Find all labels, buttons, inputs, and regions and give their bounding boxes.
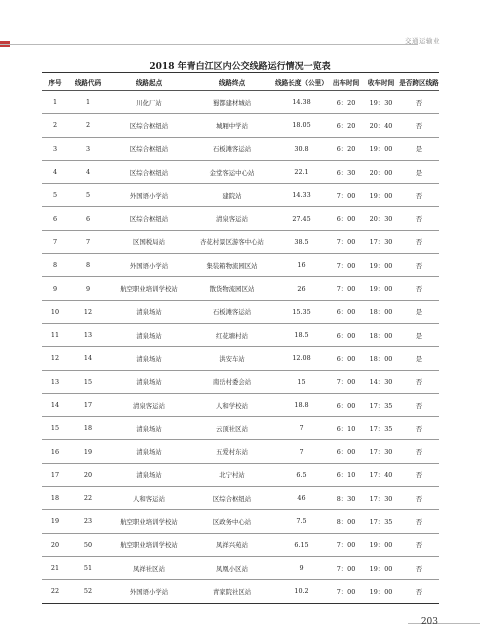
table-cell: 7：00: [329, 254, 363, 277]
table-cell: 20: [42, 533, 68, 556]
table-cell: 23: [68, 510, 108, 533]
table-cell: 航空职业培训学校站: [108, 277, 190, 300]
table-cell: 19：00: [363, 556, 399, 579]
table-cell: 青家院社区站: [190, 580, 274, 603]
table-cell: 51: [68, 556, 108, 579]
page-number: 203: [420, 617, 438, 627]
table-cell: 30.8: [274, 137, 329, 160]
table-cell: 人和学校站: [190, 393, 274, 416]
table-cell: 清泉客运站: [190, 207, 274, 230]
table-cell: 城厢中学站: [190, 114, 274, 137]
table-cell: 7: [274, 417, 329, 440]
table-cell: 7: [42, 230, 68, 253]
table-cell: 50: [68, 533, 108, 556]
table-cell: 否: [399, 370, 439, 393]
column-header: 线路长度（公里）: [274, 73, 329, 91]
table-cell: 6：00: [329, 393, 363, 416]
footer-rule: [408, 623, 480, 624]
table-cell: 20：30: [363, 207, 399, 230]
table-cell: 7: [68, 230, 108, 253]
table-cell: 红花塘村站: [190, 323, 274, 346]
table-row: [42, 370, 439, 393]
table-cell: 7：00: [329, 580, 363, 603]
table-cell: 17：40: [363, 463, 399, 486]
table-cell: 区综合枢纽站: [108, 160, 190, 183]
table-cell: 15: [274, 370, 329, 393]
table-cell: 是: [399, 347, 439, 370]
table-cell: 11: [42, 323, 68, 346]
table-cell: 12.08: [274, 347, 329, 370]
table-row: [42, 184, 439, 207]
table-cell: 6: [68, 207, 108, 230]
table-cell: 8：30: [329, 487, 363, 510]
table-row: [42, 160, 439, 183]
table-cell: 凤祥社区站: [108, 556, 190, 579]
table-cell: 8：00: [329, 510, 363, 533]
table-cell: 南岳村委会站: [190, 370, 274, 393]
table-row: [42, 207, 439, 230]
table-cell: 9: [274, 556, 329, 579]
table-cell: 6：20: [329, 137, 363, 160]
table-cell: 7：00: [329, 184, 363, 207]
table-cell: 建院站: [190, 184, 274, 207]
table-cell: 6.15: [274, 533, 329, 556]
table-cell: 人和客运站: [108, 487, 190, 510]
table-cell: 否: [399, 184, 439, 207]
header-row: [42, 73, 439, 91]
table-cell: 否: [399, 463, 439, 486]
table-row: [42, 323, 439, 346]
table-row: [42, 417, 439, 440]
table-cell: 7：00: [329, 533, 363, 556]
table-cell: 6：00: [329, 207, 363, 230]
table-cell: 9: [42, 277, 68, 300]
table-cell: 8: [42, 254, 68, 277]
table-cell: 10.2: [274, 580, 329, 603]
table-cell: 6: [42, 207, 68, 230]
table-cell: 否: [399, 230, 439, 253]
table-cell: 区政务中心站: [190, 510, 274, 533]
table-cell: 航空职业培训学校站: [108, 533, 190, 556]
table-cell: 17：35: [363, 417, 399, 440]
table-cell: 清泉场站: [108, 440, 190, 463]
table-cell: 7：00: [329, 556, 363, 579]
column-header: 线路代码: [68, 73, 108, 91]
table-cell: 否: [399, 277, 439, 300]
table-cell: 区综合枢纽站: [108, 207, 190, 230]
table-row: [42, 137, 439, 160]
table-cell: 6：00: [329, 440, 363, 463]
table-cell: 18：00: [363, 347, 399, 370]
table-cell: 云顶社区站: [190, 417, 274, 440]
table-row: [42, 556, 439, 579]
table-cell: 19：00: [363, 137, 399, 160]
table-cell: 17：30: [363, 230, 399, 253]
table-cell: 否: [399, 487, 439, 510]
table-title: 2018 年青白江区内公交线路运行情况一览表: [149, 62, 331, 72]
table-cell: 否: [399, 533, 439, 556]
table-row: [42, 463, 439, 486]
table-cell: 否: [399, 114, 439, 137]
table-cell: 12: [42, 347, 68, 370]
table-cell: 38.5: [274, 230, 329, 253]
table-cell: 18: [42, 487, 68, 510]
table-cell: 19：30: [363, 91, 399, 114]
table-cell: 15: [42, 417, 68, 440]
table-row: [42, 440, 439, 463]
table-cell: 6：20: [329, 91, 363, 114]
table-cell: 46: [274, 487, 329, 510]
table-cell: 五爱村东站: [190, 440, 274, 463]
table-cell: 14：30: [363, 370, 399, 393]
table-cell: 凤祥兴苑站: [190, 533, 274, 556]
table-row: [42, 114, 439, 137]
table-cell: 7：00: [329, 370, 363, 393]
table-cell: 否: [399, 207, 439, 230]
table-row: [42, 230, 439, 253]
table-cell: 21: [42, 556, 68, 579]
table-cell: 6：00: [329, 300, 363, 323]
table-cell: 清泉场站: [108, 323, 190, 346]
table-cell: 2: [68, 114, 108, 137]
table-row: [42, 580, 439, 603]
table-cell: 6：10: [329, 463, 363, 486]
table-cell: 27.45: [274, 207, 329, 230]
table-cell: 17: [42, 463, 68, 486]
table-cell: 18：00: [363, 323, 399, 346]
table-row: [42, 510, 439, 533]
table-cell: 14.33: [274, 184, 329, 207]
table-cell: 否: [399, 254, 439, 277]
table-cell: 17：35: [363, 510, 399, 533]
table-row: [42, 393, 439, 416]
table-cell: 15.35: [274, 300, 329, 323]
table-cell: 6：00: [329, 323, 363, 346]
table-cell: 6：20: [329, 114, 363, 137]
table-cell: 凤凰小区站: [190, 556, 274, 579]
table-cell: 是: [399, 323, 439, 346]
table-cell: 航空职业培训学校站: [108, 510, 190, 533]
table-cell: 否: [399, 393, 439, 416]
bus-routes-table-container: [42, 72, 439, 604]
table-cell: 18: [68, 417, 108, 440]
table-cell: 1: [68, 91, 108, 114]
table-cell: 22: [68, 487, 108, 510]
table-cell: 清泉客运站: [108, 393, 190, 416]
column-header: 收车时间: [363, 73, 399, 91]
table-cell: 区综合枢纽站: [190, 487, 274, 510]
table-cell: 18：00: [363, 300, 399, 323]
table-body: [42, 91, 439, 604]
table-row: [42, 91, 439, 114]
table-cell: 6.5: [274, 463, 329, 486]
table-cell: 10: [42, 300, 68, 323]
table-cell: 7：00: [329, 230, 363, 253]
table-cell: 是: [399, 160, 439, 183]
table-cell: 19：00: [363, 184, 399, 207]
table-cell: 否: [399, 440, 439, 463]
table-cell: 7: [274, 440, 329, 463]
table-cell: 外国语小学站: [108, 580, 190, 603]
table-cell: 26: [274, 277, 329, 300]
column-header: 线路终点: [190, 73, 274, 91]
table-cell: 7.5: [274, 510, 329, 533]
table-cell: 清泉场站: [108, 370, 190, 393]
table-cell: 否: [399, 417, 439, 440]
table-cell: 9: [68, 277, 108, 300]
table-cell: 金堂客运中心站: [190, 160, 274, 183]
table-cell: 集装箱物流园区站: [190, 254, 274, 277]
table-cell: 清泉场站: [108, 463, 190, 486]
table-cell: 是: [399, 300, 439, 323]
table-cell: 6：00: [329, 347, 363, 370]
table-cell: 19: [42, 510, 68, 533]
table-cell: 石板滩客运站: [190, 300, 274, 323]
table-cell: 20：40: [363, 114, 399, 137]
table-cell: 否: [399, 580, 439, 603]
table-cell: 杏花村景区游客中心站: [190, 230, 274, 253]
column-header: 序号: [42, 73, 68, 91]
table-cell: 否: [399, 556, 439, 579]
table-cell: 20: [68, 463, 108, 486]
table-cell: 18.05: [274, 114, 329, 137]
table-cell: 20：00: [363, 160, 399, 183]
table-cell: 清泉场站: [108, 347, 190, 370]
table-cell: 13: [68, 323, 108, 346]
column-header: 是否跨区线路: [399, 73, 439, 91]
table-cell: 区综合枢纽站: [108, 137, 190, 160]
table-cell: 否: [399, 91, 439, 114]
table-cell: 17：30: [363, 487, 399, 510]
table-cell: 清泉场站: [108, 417, 190, 440]
table-cell: 52: [68, 580, 108, 603]
table-cell: 洪安车站: [190, 347, 274, 370]
table-cell: 19：00: [363, 533, 399, 556]
table-cell: 16: [42, 440, 68, 463]
table-cell: 16: [274, 254, 329, 277]
table-cell: 18.8: [274, 393, 329, 416]
table-cell: 清泉场站: [108, 300, 190, 323]
table-cell: 3: [42, 137, 68, 160]
table-row: [42, 347, 439, 370]
table-cell: 北宁村站: [190, 463, 274, 486]
table-cell: 17：35: [363, 393, 399, 416]
table-cell: 19：00: [363, 580, 399, 603]
table-cell: 14.38: [274, 91, 329, 114]
table-cell: 7：00: [329, 277, 363, 300]
bus-routes-table: [42, 72, 439, 604]
header-rule: [0, 44, 418, 45]
table-cell: 川化厂站: [108, 91, 190, 114]
table-cell: 外国语小学站: [108, 254, 190, 277]
table-cell: 19: [68, 440, 108, 463]
table-cell: 22: [42, 580, 68, 603]
table-cell: 18.5: [274, 323, 329, 346]
table-cell: 否: [399, 510, 439, 533]
column-header: 线路起点: [108, 73, 190, 91]
table-cell: 17: [68, 393, 108, 416]
table-cell: 5: [42, 184, 68, 207]
column-header: 出车时间: [329, 73, 363, 91]
table-row: [42, 533, 439, 556]
table-row: [42, 254, 439, 277]
table-cell: 4: [68, 160, 108, 183]
table-row: [42, 487, 439, 510]
table-cell: 石板滩客运站: [190, 137, 274, 160]
table-cell: 22.1: [274, 160, 329, 183]
table-header: [42, 73, 439, 91]
table-cell: 13: [42, 370, 68, 393]
table-cell: 2: [42, 114, 68, 137]
table-cell: 3: [68, 137, 108, 160]
section-label: 交通运输业: [405, 37, 440, 45]
table-cell: 14: [68, 347, 108, 370]
table-cell: 区综合枢纽站: [108, 114, 190, 137]
table-row: [42, 277, 439, 300]
table-cell: 散货物流园区站: [190, 277, 274, 300]
table-cell: 12: [68, 300, 108, 323]
table-cell: 5: [68, 184, 108, 207]
table-cell: 1: [42, 91, 68, 114]
table-cell: 15: [68, 370, 108, 393]
table-cell: 19：00: [363, 254, 399, 277]
table-cell: 区国税局站: [108, 230, 190, 253]
table-cell: 17：30: [363, 440, 399, 463]
table-cell: 14: [42, 393, 68, 416]
table-cell: 8: [68, 254, 108, 277]
table-cell: 蜀都建材城站: [190, 91, 274, 114]
table-cell: 是: [399, 137, 439, 160]
table-cell: 6：30: [329, 160, 363, 183]
table-cell: 4: [42, 160, 68, 183]
table-cell: 19：00: [363, 277, 399, 300]
table-row: [42, 300, 439, 323]
table-cell: 6：10: [329, 417, 363, 440]
table-cell: 外国语小学站: [108, 184, 190, 207]
